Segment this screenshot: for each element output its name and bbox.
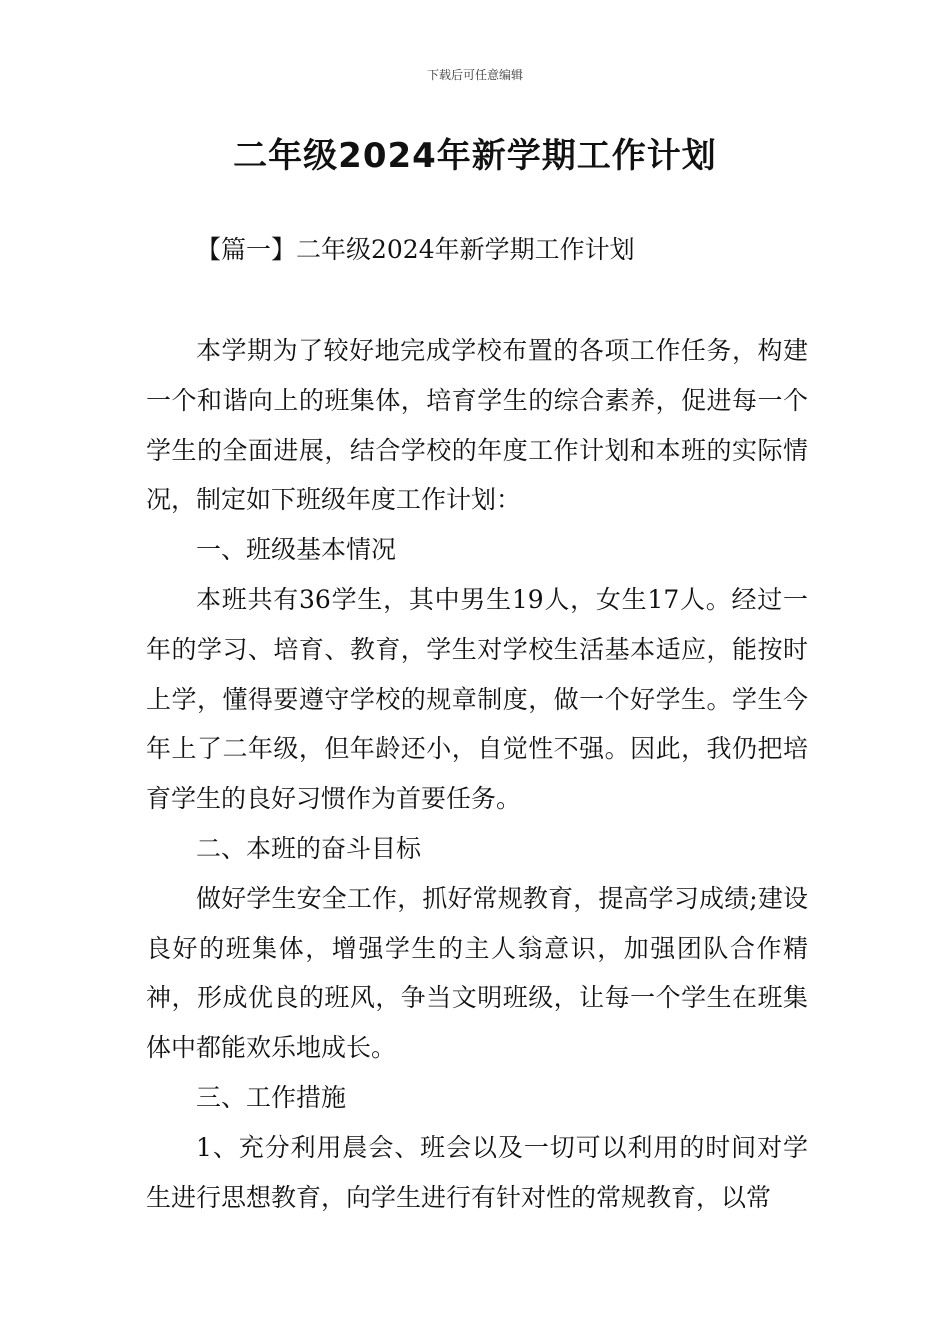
header-note: 下载后可任意编辑 [426, 68, 523, 82]
document-title: 二年级2024年新学期工作计划 [233, 136, 717, 176]
paragraph-class-goals: 做好学生安全工作，抓好常规教育，提高学习成绩;建设良好的班集体，增强学生的主人翁意识，加强团队合作精神，形成优良的班风，争当文明班级，让每一个学生在班集体中都能欢乐地成长。 [146, 883, 808, 1063]
heading-work-measures: 三、工作措施 [196, 1082, 347, 1112]
paragraph-work-measures-1: 1、充分利用晨会、班会以及一切可以利用的时间对学生进行思想教育，向学生进行有针对性的常规教育，以常 [146, 1132, 808, 1212]
heading-class-overview: 一、班级基本情况 [196, 535, 397, 565]
heading-class-goals: 二、本班的奋斗目标 [196, 833, 422, 863]
document-body [146, 326, 808, 1222]
paragraph-intro: 本学期为了较好地完成学校布置的各项工作任务，构建一个和谐向上的班集体，培育学生的综合素养，促进每一个学生的全面进展，结合学校的年度工作计划和本班的实际情况，制定如下班级年度工作计划： [146, 336, 808, 515]
paragraph-class-overview: 本班共有36学生，其中男生19人，女生17人。经过一年的学习、培育、教育，学生对学校生活基本适应，能按时上学，懂得要遵守学校的规章制度，做一个好学生。学生今年上了二年级，但年龄还小，自觉性不强。因此，我仍把培育学生的良好习惯作为首要任务。 [146, 584, 808, 814]
section-title: 【篇一】二年级2024年新学期工作计划 [196, 235, 635, 264]
